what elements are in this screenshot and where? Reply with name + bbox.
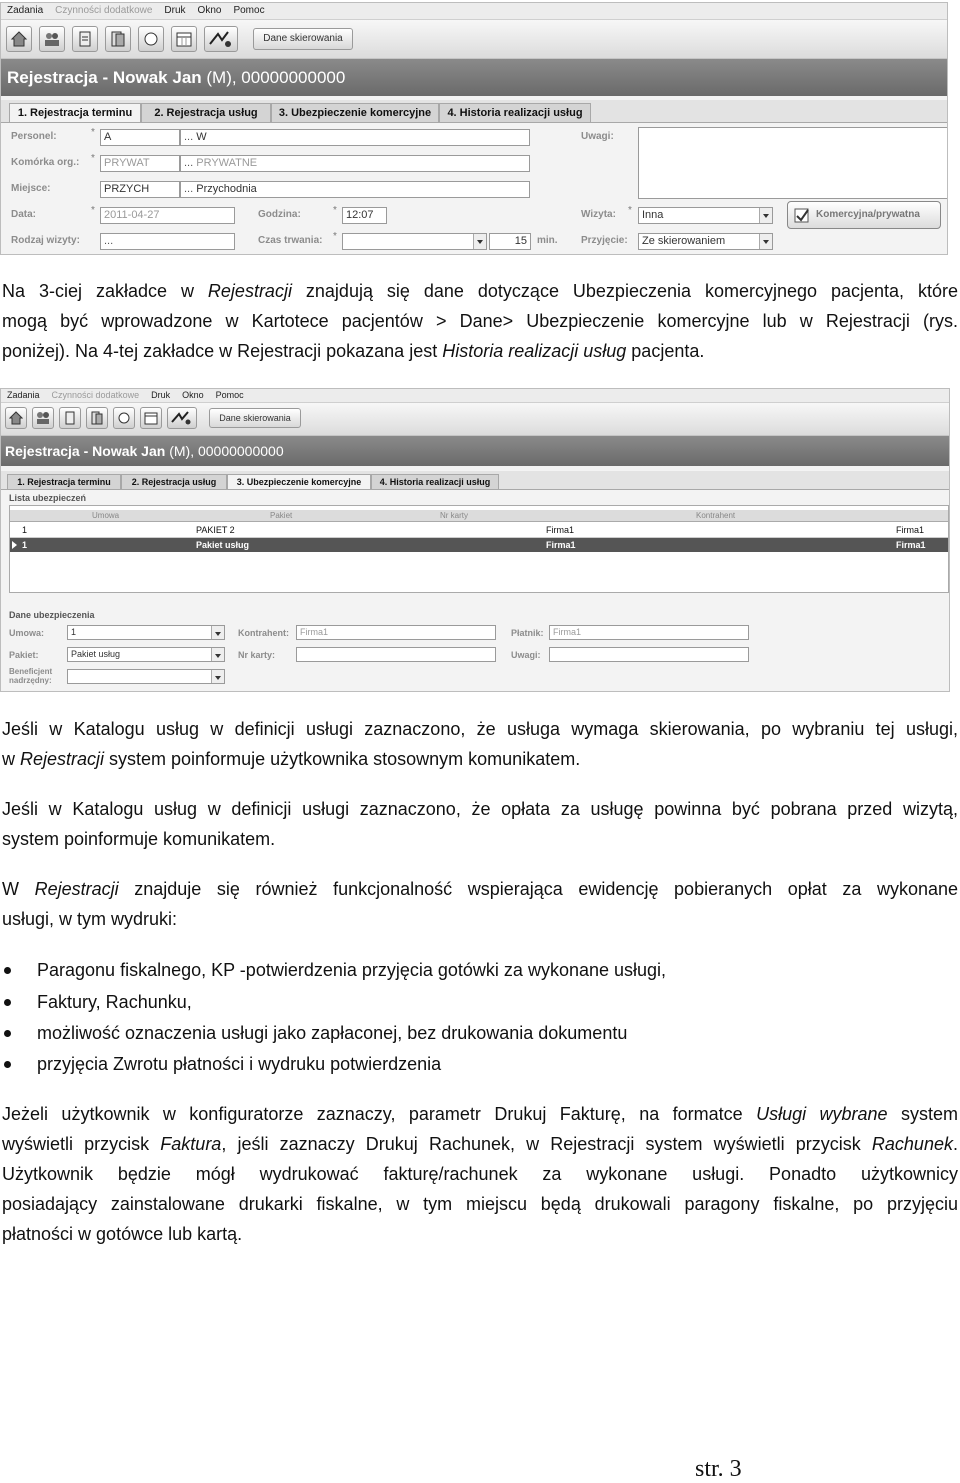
komorka-name-field[interactable]: ... PRYWATNE bbox=[180, 155, 530, 172]
circle-icon[interactable] bbox=[113, 407, 135, 429]
label-kontrahent: Kontrahent: bbox=[238, 628, 289, 638]
clipboard-icon[interactable] bbox=[72, 26, 98, 52]
paragraph-oplata: Jeśli w Katalogu usług w definicji usługi zaznaczono, że opłata za usługę powinna być pobrana przed wizytą, system poinformuje komunikatem. bbox=[2, 799, 958, 849]
tab-rejestracja-uslug[interactable]: 2. Rejestracja usług bbox=[141, 103, 271, 122]
column-umowa[interactable]: Umowa bbox=[92, 511, 120, 520]
nr-karty-field[interactable] bbox=[296, 647, 496, 662]
column-kontrahent[interactable]: Kontrahent bbox=[696, 511, 736, 520]
label-data: Data: bbox=[11, 209, 37, 220]
label-beneficjent: Beneficjent nadrzędny: bbox=[9, 667, 53, 685]
calendar-icon[interactable] bbox=[140, 407, 162, 429]
menu-okno[interactable]: Okno bbox=[197, 5, 222, 16]
tab-bar bbox=[1, 471, 949, 490]
cell-kontrahent-2: Firma1 bbox=[896, 540, 926, 550]
label-godzina: Godzina: bbox=[258, 209, 301, 220]
miejsce-code-field[interactable]: PRZYCH bbox=[100, 181, 180, 198]
paragraph-ubezpieczenie: Na 3-ciej zakładce w Rejestracji znajdują się dane dotyczące Ubezpieczenia komercyjnego pacjenta, które mogą być wprowadzone w Kartotece pacjentów > Dane> Ubezpieczenie komercyjne lub w Rejestracji (rys. poniżej). Na 4-tej zakładce w Rejestracji pokazana jest Historia realizacji usług pacjenta. bbox=[2, 281, 958, 361]
documents-icon[interactable] bbox=[105, 26, 131, 52]
bullet-icon bbox=[4, 1061, 11, 1068]
toolbar bbox=[1, 20, 947, 59]
patients-icon[interactable] bbox=[32, 407, 54, 429]
dane-skierowania-button[interactable]: Dane skierowania bbox=[209, 408, 301, 428]
label-personel: Personel: bbox=[11, 131, 57, 142]
cell-umowa: 1 bbox=[22, 525, 28, 535]
menu-pomoc[interactable]: Pomoc bbox=[233, 5, 265, 16]
tab-rejestracja-terminu[interactable]: 1. Rejestracja terminu bbox=[9, 103, 141, 122]
miejsce-name-field[interactable]: ... Przychodnia bbox=[180, 181, 530, 198]
menu-pomoc[interactable]: Pomoc bbox=[215, 390, 244, 400]
label-wizyta: Wizyta: bbox=[581, 209, 616, 220]
referral-icon[interactable] bbox=[204, 26, 238, 52]
menu-czynnosci[interactable]: Czynności dodatkowe bbox=[51, 390, 140, 400]
row-pointer-icon bbox=[12, 541, 17, 549]
label-miejsce: Miejsce: bbox=[11, 183, 51, 194]
komorka-code-field[interactable]: PRYWAT bbox=[100, 155, 180, 172]
wizyta-select[interactable]: Inna bbox=[638, 207, 773, 224]
tab-historia[interactable]: 4. Historia realizacji usług bbox=[371, 474, 499, 489]
bullet-icon bbox=[4, 1030, 11, 1037]
bullet-icon bbox=[4, 967, 11, 974]
paragraph-skierowanie: Jeśli w Katalogu usług w definicji usługi zaznaczono, że usługa wymaga skierowania, po wybraniu tej usługi, w Rejestracji system poinformuje użytkownika stosownym komunikatem. bbox=[2, 719, 958, 769]
required-mark: * bbox=[91, 153, 95, 164]
paragraph-ewidencja: W Rejestracji znajduje się również funkcjonalność wspierająca ewidencję pobieranych opłat za wykonane usługi, w tym wydruki: bbox=[2, 879, 958, 929]
calendar-icon[interactable] bbox=[171, 26, 197, 52]
komercyjna-label: Komercyjna/prywatna bbox=[816, 209, 920, 220]
label-uwagi: Uwagi: bbox=[511, 650, 541, 660]
home-icon[interactable] bbox=[6, 26, 32, 52]
dane-skierowania-button[interactable]: Dane skierowania bbox=[253, 28, 353, 50]
section-dane-ubezpieczenia: Dane ubezpieczenia bbox=[9, 610, 95, 620]
menu-bar bbox=[1, 389, 949, 403]
table-row[interactable] bbox=[10, 523, 948, 538]
section-lista-ubezpieczen: Lista ubezpieczeń bbox=[9, 493, 87, 503]
column-nr-karty[interactable]: Nr karty bbox=[440, 511, 468, 520]
przyjecie-select[interactable]: Ze skierowaniem bbox=[638, 233, 773, 250]
komercyjna-checkbox-button[interactable] bbox=[787, 201, 941, 229]
label-pakiet: Pakiet: bbox=[9, 650, 39, 660]
personel-code-field[interactable]: A bbox=[100, 129, 180, 146]
required-mark: * bbox=[333, 231, 337, 242]
window-title: Rejestracja - Nowak Jan (M), 00000000000 bbox=[1, 436, 949, 466]
uwagi-textarea[interactable] bbox=[638, 127, 948, 199]
chevron-down-icon[interactable] bbox=[211, 626, 224, 639]
tab-bar bbox=[1, 100, 947, 123]
czas-trwania-select[interactable] bbox=[342, 233, 487, 250]
cell-pakiet: Pakiet usług bbox=[196, 540, 250, 550]
tab-ubezpieczenie[interactable]: 3. Ubezpieczenie komercyjne bbox=[227, 474, 371, 489]
documents-icon[interactable] bbox=[86, 407, 108, 429]
label-uwagi: Uwagi: bbox=[581, 131, 614, 142]
menu-druk[interactable]: Druk bbox=[151, 390, 171, 400]
label-platnik: Płatnik: bbox=[511, 628, 544, 638]
page-number: str. 3 bbox=[695, 1456, 742, 1482]
cell-kontrahent-2: Firma1 bbox=[896, 525, 925, 535]
personel-name-field[interactable]: ... W bbox=[180, 129, 530, 146]
insurance-table bbox=[9, 505, 949, 593]
chevron-down-icon[interactable] bbox=[211, 648, 224, 661]
screenshot-ubezpieczenie-komercyjne bbox=[0, 388, 950, 692]
cell-umowa: 1 bbox=[22, 540, 28, 550]
label-czas-trwania: Czas trwania: bbox=[258, 235, 323, 246]
label-nr-karty: Nr karty: bbox=[238, 650, 276, 660]
cell-pakiet: PAKIET 2 bbox=[196, 525, 235, 535]
required-mark: * bbox=[91, 205, 95, 216]
tab-historia[interactable]: 4. Historia realizacji usług bbox=[439, 103, 591, 122]
label-komorka: Komórka org.: bbox=[11, 157, 80, 168]
czas-minuty-field[interactable]: 15 bbox=[489, 233, 531, 250]
label-rodzaj-wizyty: Rodzaj wizyty: bbox=[11, 235, 80, 246]
data-field[interactable]: 2011-04-27 bbox=[100, 207, 235, 224]
screenshot-rejestracja-terminu bbox=[0, 2, 948, 255]
menu-zadania[interactable]: Zadania bbox=[7, 390, 40, 400]
platnik-field[interactable]: Firma1 bbox=[549, 625, 749, 640]
tab-rejestracja-terminu[interactable]: 1. Rejestracja terminu bbox=[7, 474, 121, 489]
required-mark: * bbox=[91, 127, 95, 138]
chevron-down-icon[interactable] bbox=[759, 208, 772, 223]
cell-kontrahent: Firma1 bbox=[546, 525, 575, 535]
clipboard-icon[interactable] bbox=[59, 407, 81, 429]
menu-zadania[interactable]: Zadania bbox=[7, 5, 44, 16]
column-pakiet[interactable]: Pakiet bbox=[270, 511, 293, 520]
table-row-selected[interactable] bbox=[10, 538, 948, 552]
label-min: min. bbox=[537, 235, 558, 246]
circle-icon[interactable] bbox=[138, 26, 164, 52]
menu-druk[interactable]: Druk bbox=[164, 5, 186, 16]
kontrahent-field[interactable]: Firma1 bbox=[296, 625, 496, 640]
required-mark: * bbox=[628, 205, 632, 216]
window-title: Rejestracja - Nowak Jan (M), 00000000000 bbox=[1, 59, 947, 96]
menu-okno[interactable]: Okno bbox=[182, 390, 204, 400]
uwagi-field[interactable] bbox=[549, 647, 749, 662]
chevron-down-icon[interactable] bbox=[211, 670, 224, 683]
home-icon[interactable] bbox=[5, 407, 27, 429]
label-umowa: Umowa: bbox=[9, 628, 45, 638]
toolbar bbox=[1, 403, 949, 436]
label-przyjecie: Przyjęcie: bbox=[581, 235, 628, 246]
umowa-select[interactable]: 1 bbox=[67, 625, 225, 640]
checkbox-checked-icon[interactable] bbox=[794, 208, 810, 224]
tab-ubezpieczenie[interactable]: 3. Ubezpieczenie komercyjne bbox=[271, 103, 439, 122]
chevron-down-icon[interactable] bbox=[473, 234, 486, 249]
menu-czynnosci[interactable]: Czynności dodatkowe bbox=[55, 5, 153, 16]
chevron-down-icon[interactable] bbox=[759, 234, 772, 249]
rodzaj-wizyty-field[interactable]: ... bbox=[100, 233, 235, 250]
table-header bbox=[10, 510, 948, 522]
referral-icon[interactable] bbox=[167, 407, 197, 429]
required-mark: * bbox=[333, 205, 337, 216]
godzina-field[interactable]: 12:07 bbox=[342, 207, 387, 224]
menu-bar bbox=[1, 3, 947, 20]
patients-icon[interactable] bbox=[39, 26, 65, 52]
paragraph-faktura: Jeżeli użytkownik w konfiguratorze zaznaczy, parametr Drukuj Fakturę, na formatce Usługi wybrane system wyświetli przycisk Faktura, jeśli zaznaczy Drukuj Rachunek, w Rejestracji system wyświetli przycisk Rachunek. Użytkownik będzie mógł wydrukować fakturę/rachunek za wykonane usługi. Ponadto użytkownicy posiadający zainstalowane drukarki fiskalne, w tym miejscu będą drukowali paragony fiskalne, po przyjęciu płatności w gotówce lub kartą. bbox=[2, 1104, 959, 1244]
beneficjent-select[interactable] bbox=[67, 669, 225, 684]
bullet-icon bbox=[4, 999, 11, 1006]
tab-rejestracja-uslug[interactable]: 2. Rejestracja usług bbox=[121, 474, 227, 489]
cell-kontrahent: Firma1 bbox=[546, 540, 576, 550]
pakiet-select[interactable]: Pakiet usług bbox=[67, 647, 225, 662]
